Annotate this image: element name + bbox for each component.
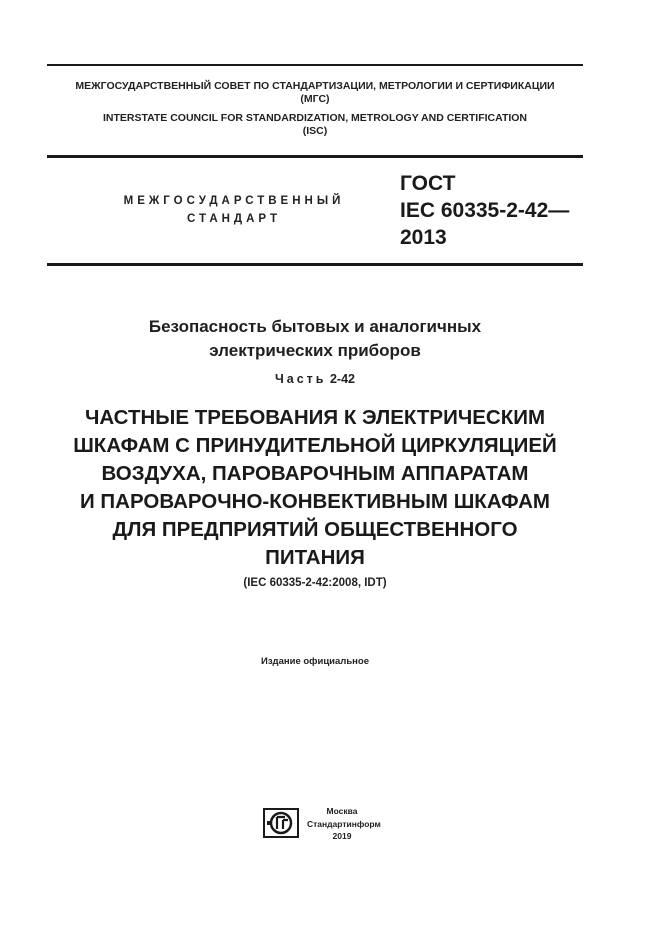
council-name-en xyxy=(47,112,583,138)
subject-line1: Безопасность бытовых и аналогичных xyxy=(148,317,482,336)
designation-line2: IEC 60335-2-42— xyxy=(400,199,570,222)
subject-line2: электрических приборов xyxy=(209,341,421,360)
title-line: ДЛЯ ПРЕДПРИЯТИЙ ОБЩЕСТВЕННОГО xyxy=(112,518,518,541)
title-line: ВОЗДУХА, ПАРОВАРОЧНЫМ АППАРАТАМ xyxy=(101,462,529,485)
part-designation xyxy=(47,372,583,386)
council-en-line1: INTERSTATE COUNCIL FOR STANDARDIZATION, METROLOGY AND CERTIFICATION xyxy=(102,112,528,124)
part-number: 2-42 xyxy=(329,372,355,386)
standard-type-line1: МЕЖГОСУДАРСТВЕННЫЙ xyxy=(123,195,345,207)
standard-type-line2: СТАНДАРТ xyxy=(187,213,281,225)
title-line: ЧАСТНЫЕ ТРЕБОВАНИЯ К ЭЛЕКТРИЧЕСКИМ xyxy=(84,406,546,429)
publisher-info xyxy=(307,805,381,843)
middle-rule xyxy=(47,155,583,158)
council-name-ru xyxy=(47,80,583,106)
edition-note: Издание официальное xyxy=(261,656,369,667)
iec-reference: (IEC 60335-2-42:2008, IDT) xyxy=(243,577,387,589)
designation-line3: 2013 xyxy=(400,226,447,249)
title-line: ПИТАНИЯ xyxy=(265,546,365,569)
publisher-city: Москва xyxy=(326,806,358,816)
document-title xyxy=(30,404,600,572)
council-ru-line1: МЕЖГОСУДАРСТВЕННЫЙ СОВЕТ ПО СТАНДАРТИЗАЦИИ, МЕТРОЛОГИИ И СЕРТИФИКАЦИИ xyxy=(75,80,555,92)
top-rule xyxy=(47,64,583,66)
standard-designation xyxy=(400,170,569,251)
publisher-name: Стандартинформ xyxy=(307,818,381,829)
part-label: Часть xyxy=(274,372,327,386)
title-line: И ПАРОВАРОЧНО-КОНВЕКТИВНЫМ ШКАФАМ xyxy=(80,490,550,513)
standartinform-logo-icon xyxy=(263,808,299,838)
document-subject xyxy=(47,315,583,363)
council-ru-line2: (МГС) xyxy=(300,93,330,105)
publisher-year: 2019 xyxy=(332,831,352,841)
lower-rule xyxy=(47,263,583,266)
council-en-line2: (ISC) xyxy=(302,125,328,137)
designation-line1: ГОСТ xyxy=(400,172,456,195)
title-line: ШКАФАМ С ПРИНУДИТЕЛЬНОЙ ЦИРКУЛЯЦИЕЙ xyxy=(73,434,557,457)
